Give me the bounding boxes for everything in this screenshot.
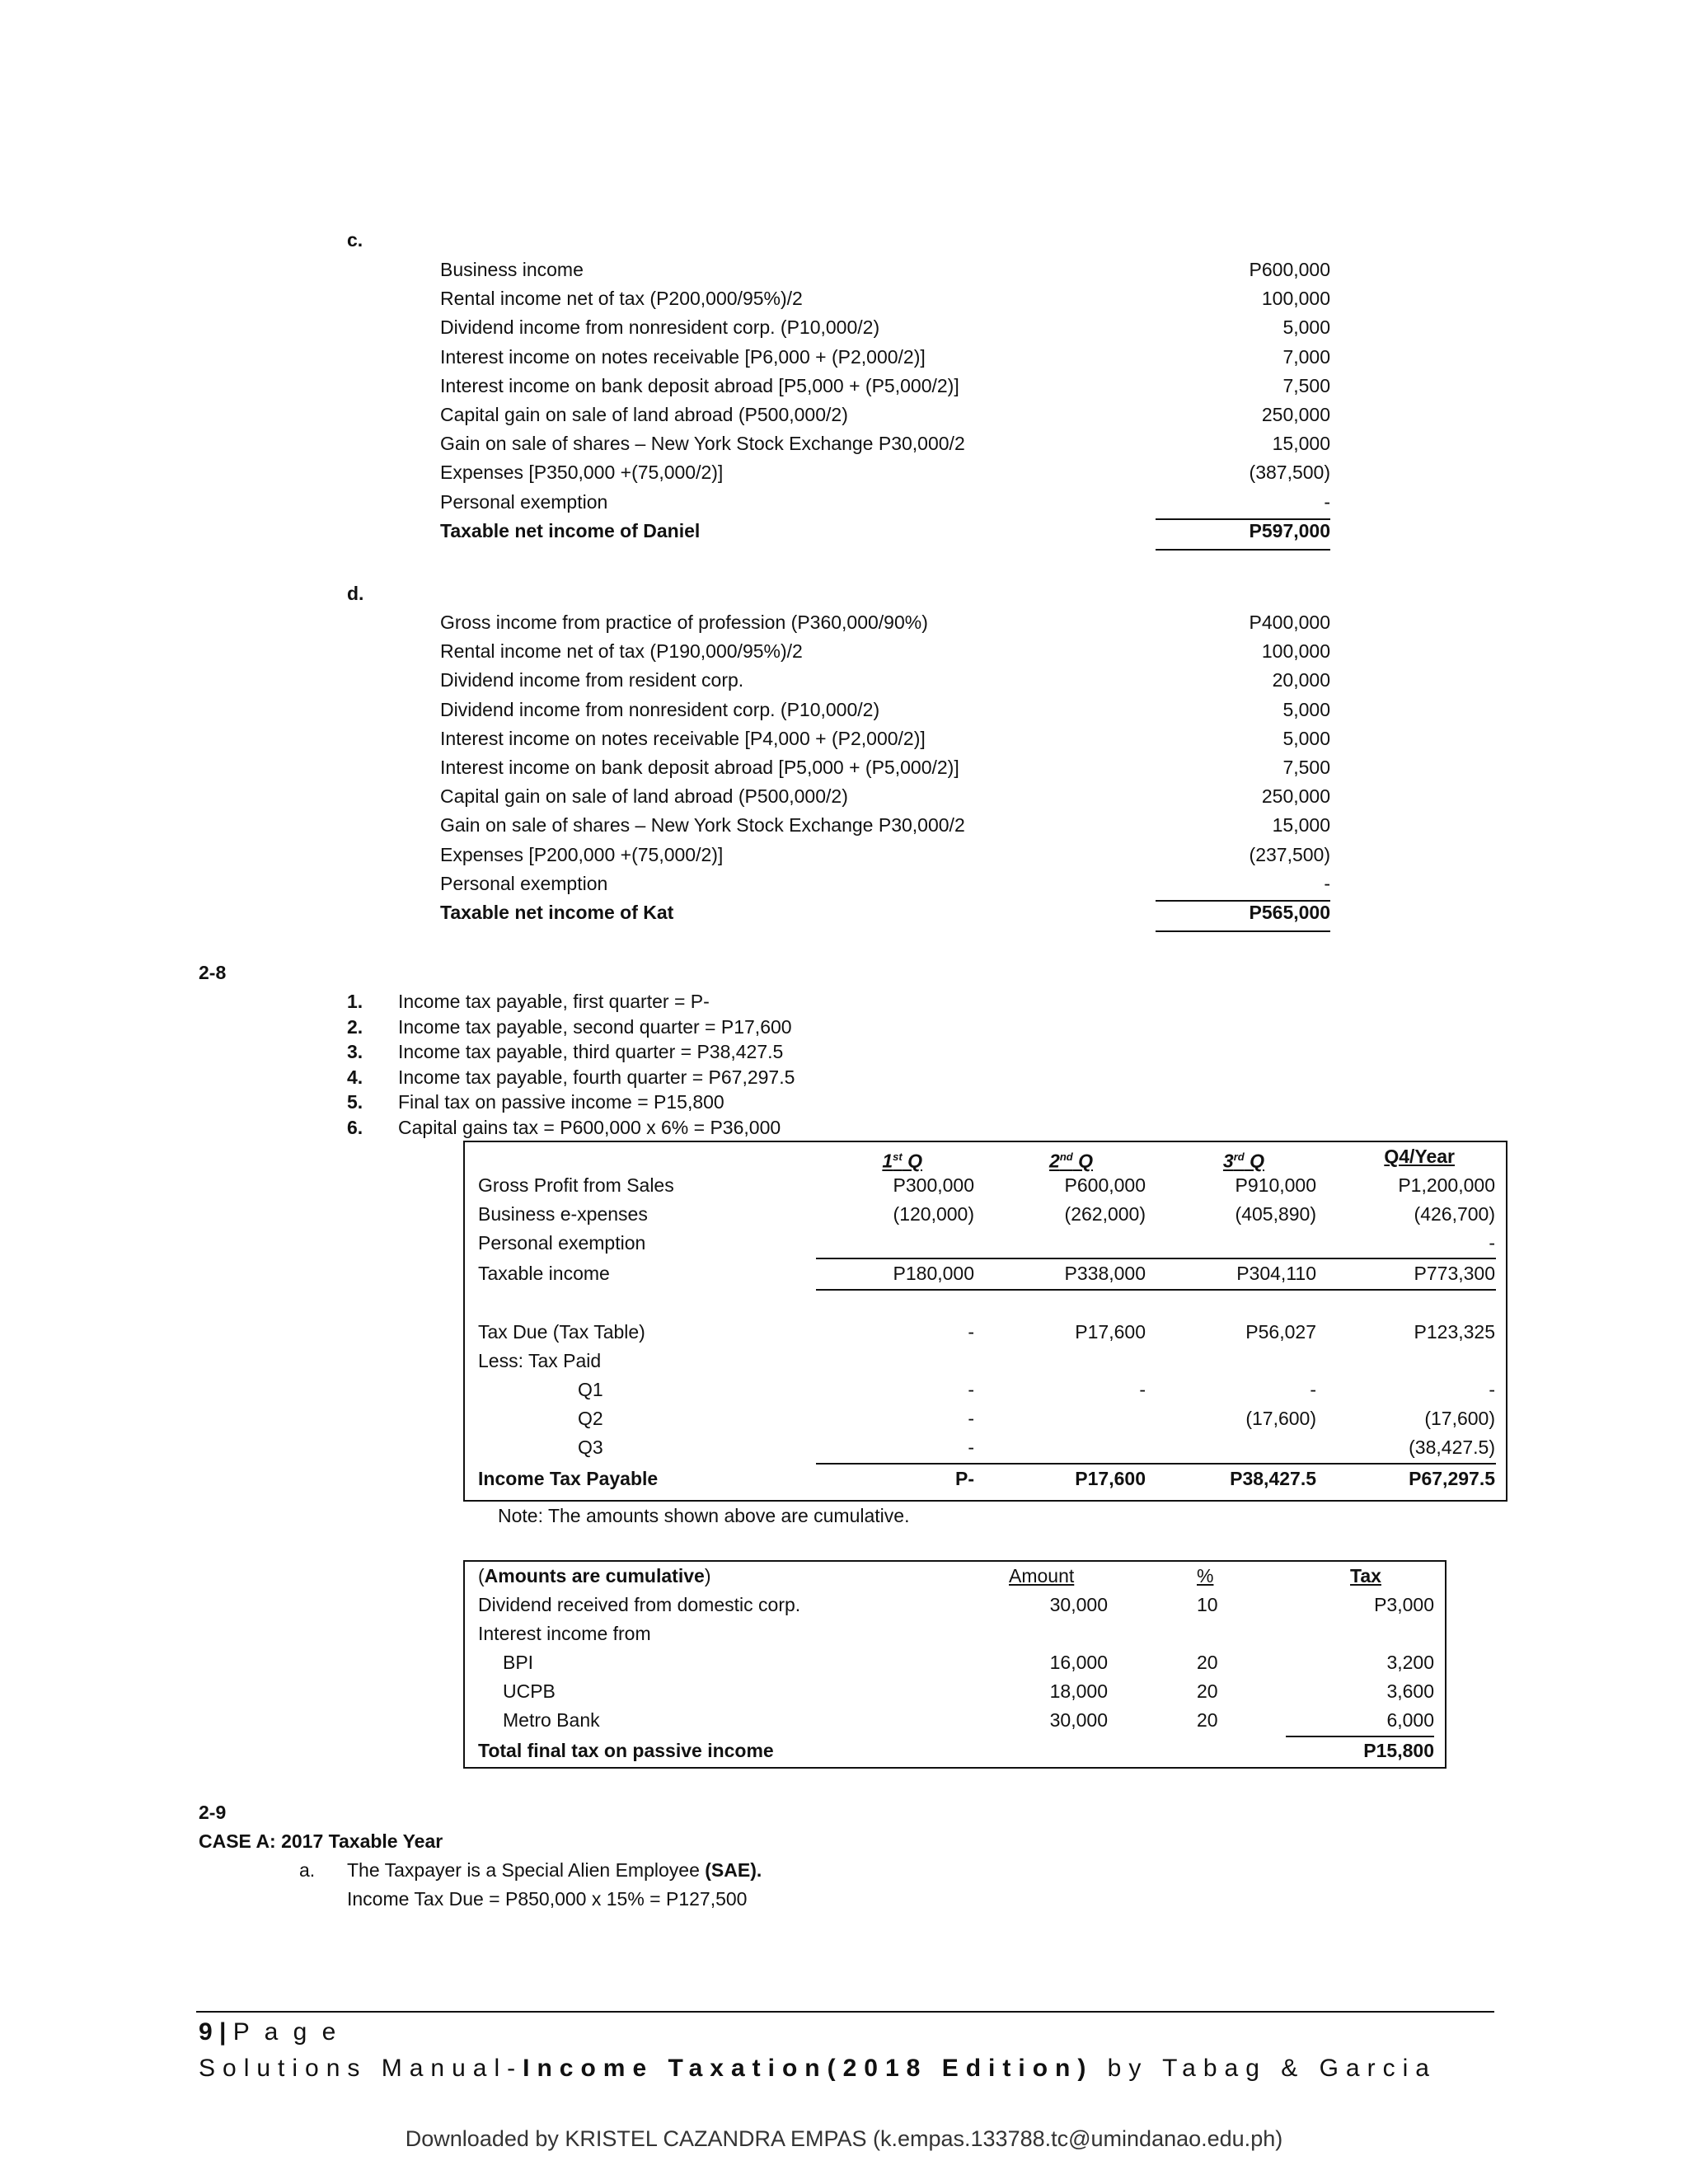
row-label: Gross income from practice of profession (P360,000/90%) xyxy=(440,612,928,633)
cell-q1: P- xyxy=(955,1468,974,1489)
table-row xyxy=(465,1200,1506,1229)
row-label: Interest income on notes receivable [P4,000 + (P2,000/2)] xyxy=(440,727,926,749)
item-number: 1. xyxy=(347,991,363,1012)
row-amount: 20,000 xyxy=(1272,669,1330,691)
header-tax: Tax xyxy=(1350,1565,1381,1586)
row-amount: 100,000 xyxy=(1261,640,1330,663)
cell-q4: P773,300 xyxy=(1414,1263,1495,1284)
list-item xyxy=(347,1115,795,1141)
row-label: Expenses [P350,000 +(75,000/2)] xyxy=(440,462,724,484)
row-label: Dividend income from nonresident corp. (P10,000/2) xyxy=(440,698,880,720)
cell-q4: (38,427.5) xyxy=(1409,1436,1495,1458)
cell-q4: P1,200,000 xyxy=(1398,1174,1495,1196)
row-amount: 100,000 xyxy=(1261,288,1330,310)
schedule-row xyxy=(440,811,1330,840)
table-row xyxy=(465,1677,1445,1706)
cell-amount: 18,000 xyxy=(1049,1680,1108,1702)
schedule-row xyxy=(440,458,1330,487)
row-amount: - xyxy=(1324,872,1330,894)
total-rule-top xyxy=(1156,518,1330,520)
cell-q2: P17,600 xyxy=(1075,1321,1146,1343)
schedule-total-row xyxy=(440,517,1330,546)
total-label: Taxable net income of Kat xyxy=(440,901,674,923)
table-row xyxy=(465,1229,1506,1258)
schedule-row xyxy=(440,696,1330,724)
section-d-marker: d. xyxy=(347,583,364,604)
row-label: Expenses [P200,000 +(75,000/2)] xyxy=(440,843,724,865)
table-row xyxy=(465,1318,1506,1347)
schedule-row xyxy=(440,753,1330,782)
schedule-row xyxy=(440,782,1330,811)
table-header-row xyxy=(465,1142,1506,1171)
table-row xyxy=(465,1376,1506,1404)
problem-heading: 2-9 xyxy=(199,1802,227,1823)
cell-q1: - xyxy=(968,1436,974,1458)
item-marker: a. xyxy=(299,1859,316,1881)
row-label: Capital gain on sale of land abroad (P500,000/2) xyxy=(440,403,848,425)
case-heading: CASE A: 2017 Taxable Year xyxy=(199,1830,443,1852)
header-q1: 1st Q xyxy=(882,1150,922,1172)
row-label: Personal exemption xyxy=(440,872,608,894)
cell-q4: - xyxy=(1489,1379,1495,1400)
cell-percent: 20 xyxy=(1197,1652,1218,1673)
table-row xyxy=(465,1648,1445,1677)
cell-q1: - xyxy=(968,1408,974,1429)
row-amount: 250,000 xyxy=(1261,403,1330,425)
page-separator: | xyxy=(219,2018,227,2046)
item-text: Final tax on passive income = P15,800 xyxy=(398,1091,724,1113)
row-label: Dividend income from resident corp. xyxy=(440,669,744,691)
cell-q1: P180,000 xyxy=(893,1263,974,1284)
table-row xyxy=(465,1404,1506,1433)
cell-amount: 30,000 xyxy=(1049,1709,1108,1731)
cell-q2: P338,000 xyxy=(1064,1263,1146,1284)
total-rule-bottom xyxy=(1156,549,1330,551)
total-rule-bottom xyxy=(1156,930,1330,932)
schedule-row xyxy=(440,666,1330,695)
cell-tax: P3,000 xyxy=(1374,1594,1434,1615)
table-row xyxy=(465,1706,1445,1735)
row-label: Dividend income from nonresident corp. (P10,000/2) xyxy=(440,316,880,339)
table-header-row xyxy=(465,1562,1445,1591)
table-row xyxy=(465,1433,1506,1462)
item-number: 5. xyxy=(347,1091,363,1113)
row-label: Tax Due (Tax Table) xyxy=(478,1321,645,1343)
schedule-row xyxy=(440,637,1330,666)
cell-tax: 6,000 xyxy=(1386,1709,1434,1731)
cell-q2: P17,600 xyxy=(1075,1468,1146,1489)
item-number: 6. xyxy=(347,1116,363,1138)
passive-income-table xyxy=(463,1560,1447,1769)
cell-amount: 30,000 xyxy=(1049,1594,1108,1615)
answer-list xyxy=(347,989,795,1140)
item-text: Income tax payable, second quarter = P17,600 xyxy=(398,1015,792,1038)
row-amount: 7,500 xyxy=(1282,374,1330,396)
schedule-row xyxy=(440,284,1330,313)
cell-percent: 10 xyxy=(1197,1594,1218,1615)
row-label: Business income xyxy=(440,259,584,280)
row-amount: - xyxy=(1324,490,1330,513)
manual-title-line: Solutions Manual-Income Taxation(2018 Edition) by Tabag & Garcia xyxy=(199,2055,1437,2082)
total-rule-top xyxy=(1156,900,1330,902)
row-amount: (387,500) xyxy=(1249,462,1330,484)
row-label: Interest income on bank deposit abroad [P5,000 + (P5,000/2)] xyxy=(440,374,959,396)
row-amount: 5,000 xyxy=(1282,316,1330,339)
cell-q3: P56,027 xyxy=(1245,1321,1316,1343)
total-label: Total final tax on passive income xyxy=(478,1740,774,1761)
row-label: Gain on sale of shares – New York Stock Exchange P30,000/2 xyxy=(440,433,965,455)
row-amount: 5,000 xyxy=(1282,727,1330,749)
list-item xyxy=(347,989,795,1015)
row-label: Less: Tax Paid xyxy=(478,1350,602,1371)
problem-heading: 2-8 xyxy=(199,962,227,983)
item-number: 4. xyxy=(347,1066,363,1088)
cell-percent: 20 xyxy=(1197,1680,1218,1702)
header-percent: % xyxy=(1197,1565,1214,1586)
cell-q4: (17,600) xyxy=(1424,1408,1495,1429)
row-label: Metro Bank xyxy=(503,1709,600,1731)
cell-q3: (405,890) xyxy=(1235,1203,1316,1225)
row-label: BPI xyxy=(503,1652,534,1673)
cell-q3: P304,110 xyxy=(1236,1263,1316,1284)
row-label: Q1 xyxy=(578,1379,603,1400)
total-tax: P15,800 xyxy=(1363,1740,1434,1761)
cell-q1: (120,000) xyxy=(893,1203,974,1225)
schedule-row xyxy=(440,869,1330,898)
row-label: Gross Profit from Sales xyxy=(478,1174,674,1196)
row-label: Interest income from xyxy=(478,1623,651,1644)
table-row xyxy=(465,1259,1506,1288)
schedule-row xyxy=(440,343,1330,372)
schedule-row xyxy=(440,488,1330,517)
table-total-row xyxy=(465,1465,1506,1493)
schedule-row xyxy=(440,429,1330,458)
list-item xyxy=(347,1065,795,1090)
row-amount: (237,500) xyxy=(1249,843,1330,865)
footer-rule xyxy=(196,2011,1494,2013)
row-label: Personal exemption xyxy=(478,1232,646,1254)
cell-q1: - xyxy=(968,1321,974,1343)
cell-q1: P300,000 xyxy=(893,1174,974,1196)
row-amount: P600,000 xyxy=(1249,259,1330,280)
schedule-row xyxy=(440,724,1330,753)
cell-q4: P123,325 xyxy=(1414,1321,1495,1343)
header-q4: Q4/Year xyxy=(1384,1146,1455,1167)
row-amount: 7,500 xyxy=(1282,756,1330,778)
row-label: Taxable income xyxy=(478,1263,610,1284)
cell-q3: - xyxy=(1310,1379,1316,1400)
cell-tax: 3,200 xyxy=(1386,1652,1434,1673)
item-number: 3. xyxy=(347,1041,363,1062)
schedule-row xyxy=(440,841,1330,869)
table-total-row xyxy=(465,1736,1445,1765)
row-label: Q2 xyxy=(578,1408,603,1429)
page-number: 9 xyxy=(199,2018,213,2046)
list-item xyxy=(347,1015,795,1040)
cell-q2: (262,000) xyxy=(1064,1203,1146,1225)
cell-q4: - xyxy=(1489,1232,1495,1254)
row-label: Income Tax Payable xyxy=(478,1468,659,1489)
list-item xyxy=(347,1090,795,1115)
schedule-row xyxy=(440,372,1330,401)
section-c-marker: c. xyxy=(347,229,363,251)
schedule-total-row xyxy=(440,898,1330,927)
schedule-row xyxy=(440,313,1330,342)
row-label: Capital gain on sale of land abroad (P500,000/2) xyxy=(440,785,848,808)
item-text: Income tax payable, third quarter = P38,427.5 xyxy=(398,1041,784,1062)
cell-percent: 20 xyxy=(1197,1709,1218,1731)
row-label: Gain on sale of shares – New York Stock Exchange P30,000/2 xyxy=(440,814,965,837)
cell-amount: 16,000 xyxy=(1049,1652,1108,1673)
row-amount: 15,000 xyxy=(1272,814,1330,837)
row-label: Rental income net of tax (P200,000/95%)/2 xyxy=(440,288,803,310)
row-label: Interest income on bank deposit abroad [P5,000 + (P5,000/2)] xyxy=(440,756,959,778)
section-d-schedule xyxy=(440,608,1330,927)
page-number-line xyxy=(199,2016,340,2049)
row-amount: 7,000 xyxy=(1282,345,1330,368)
row-amount: P400,000 xyxy=(1249,612,1330,633)
cell-q3: P38,427.5 xyxy=(1230,1468,1316,1489)
table-row xyxy=(465,1347,1506,1376)
row-label: Rental income net of tax (P190,000/95%)/2 xyxy=(440,640,803,663)
download-notice: Downloaded by KRISTEL CAZANDRA EMPAS (k.empas.133788.tc@umindanao.edu.ph) xyxy=(405,2126,1283,2151)
table-note: Note: The amounts shown above are cumulative. xyxy=(498,1505,910,1526)
row-label: Interest income on notes receivable [P6,000 + (P2,000/2)] xyxy=(440,345,926,368)
header-caption: (Amounts are cumulative) xyxy=(478,1565,711,1586)
item-text: Income tax payable, first quarter = P- xyxy=(398,991,710,1012)
cell-tax: 3,600 xyxy=(1386,1680,1434,1702)
schedule-row xyxy=(440,401,1330,429)
quarterly-tax-table xyxy=(463,1141,1507,1502)
row-amount: 250,000 xyxy=(1261,785,1330,808)
item-text: Capital gains tax = P600,000 x 6% = P36,000 xyxy=(398,1116,781,1138)
cell-q4: P67,297.5 xyxy=(1409,1468,1495,1489)
cell-q2: P600,000 xyxy=(1064,1174,1146,1196)
row-label: Q3 xyxy=(578,1436,603,1458)
subtotal-rule xyxy=(816,1289,1496,1291)
row-label: Personal exemption xyxy=(440,490,608,513)
total-amount: P597,000 xyxy=(1249,519,1330,541)
table-row xyxy=(465,1619,1445,1648)
header-q3: 3rd Q xyxy=(1222,1150,1264,1172)
row-label: UCPB xyxy=(503,1680,556,1702)
total-label: Taxable net income of Daniel xyxy=(440,519,701,541)
item-number: 2. xyxy=(347,1015,363,1038)
cell-q4: (426,700) xyxy=(1414,1203,1495,1225)
item-line-2: Income Tax Due = P850,000 x 15% = P127,500 xyxy=(347,1888,748,1910)
header-amount: Amount xyxy=(1009,1565,1075,1586)
cell-q3: P910,000 xyxy=(1235,1174,1316,1196)
section-c-schedule xyxy=(440,255,1330,546)
row-label: Business e-xpenses xyxy=(478,1203,648,1225)
row-label: Dividend received from domestic corp. xyxy=(478,1594,801,1615)
cell-q1: - xyxy=(968,1379,974,1400)
schedule-row xyxy=(440,608,1330,637)
list-item xyxy=(347,1039,795,1065)
header-q2: 2nd Q xyxy=(1049,1150,1093,1172)
page-word: P a g e xyxy=(232,2018,340,2046)
item-text: Income tax payable, fourth quarter = P67,297.5 xyxy=(398,1066,795,1088)
row-amount: 5,000 xyxy=(1282,698,1330,720)
item-text: The Taxpayer is a Special Alien Employee (SAE). xyxy=(347,1859,762,1881)
row-amount: 15,000 xyxy=(1272,433,1330,455)
table-row xyxy=(465,1591,1445,1619)
total-amount: P565,000 xyxy=(1249,901,1330,923)
table-row xyxy=(465,1171,1506,1200)
cell-q3: (17,600) xyxy=(1245,1408,1316,1429)
cell-q2: - xyxy=(1139,1379,1146,1400)
schedule-row xyxy=(440,255,1330,284)
